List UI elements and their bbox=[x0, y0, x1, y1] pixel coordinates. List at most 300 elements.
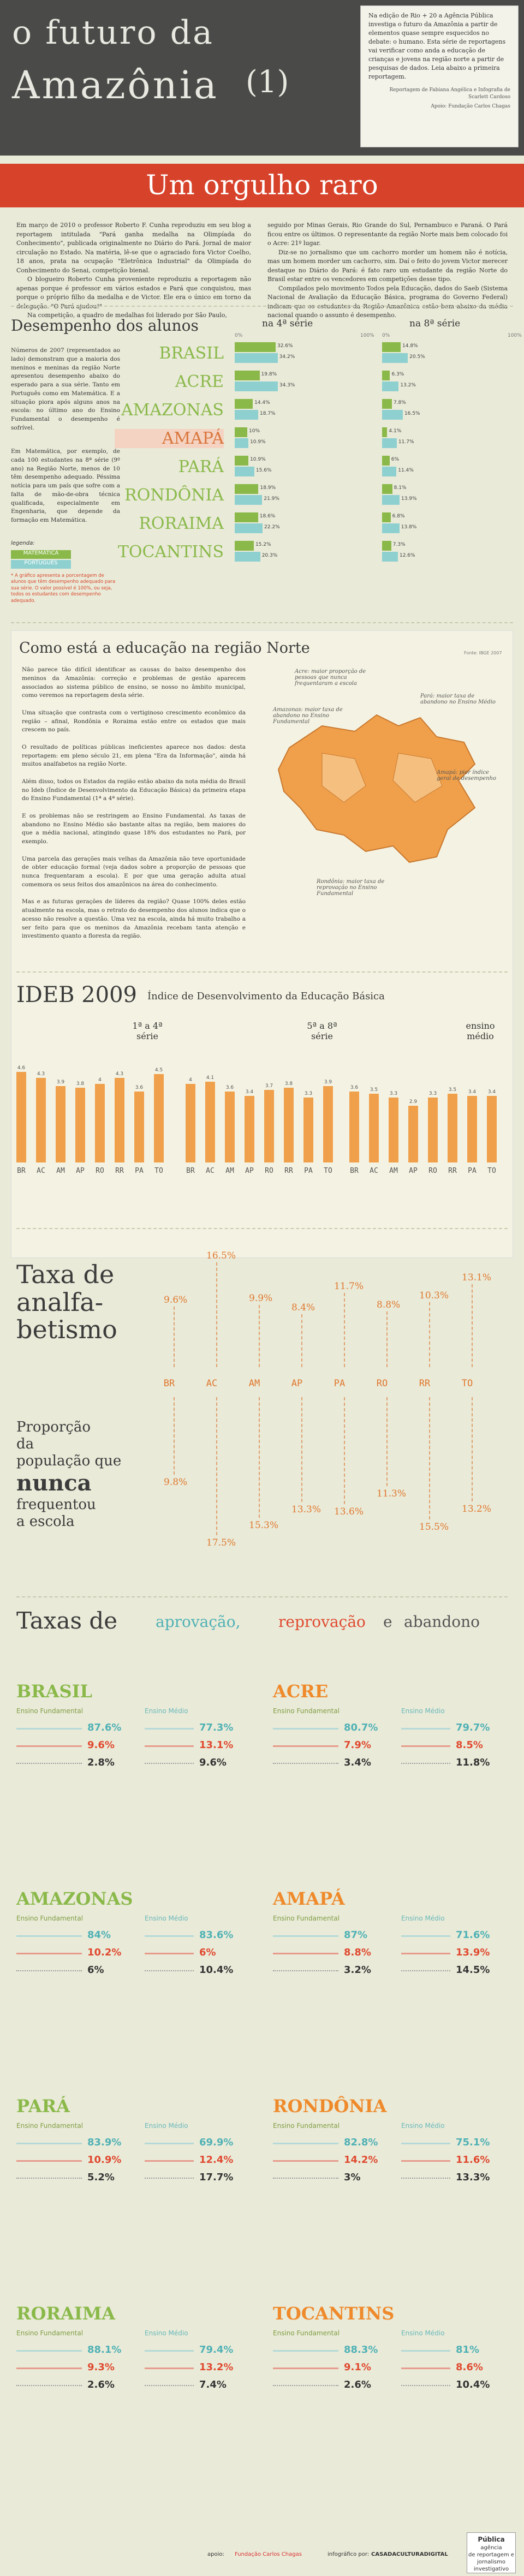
ideb-bar bbox=[284, 1088, 294, 1162]
nunca-t4: nunca bbox=[16, 1470, 92, 1496]
pub-3: de reportagem e bbox=[468, 2551, 514, 2558]
ideb-value: 4.1 bbox=[206, 1075, 215, 1081]
bar-portugues bbox=[235, 353, 278, 363]
label-matematica: 10.9% bbox=[250, 457, 266, 462]
ideb-value: 3.8 bbox=[76, 1081, 85, 1087]
rate-value: 81% bbox=[456, 2344, 480, 2356]
state-name: ACRE bbox=[273, 1681, 329, 1702]
ideb-value: 3.4 bbox=[468, 1089, 477, 1095]
banner bbox=[0, 164, 524, 207]
label-portugues: 20.3% bbox=[261, 553, 278, 558]
rate-value: 3.2% bbox=[344, 1964, 371, 1976]
rate-value: 10.4% bbox=[456, 2379, 490, 2390]
label-portugues: 20.5% bbox=[409, 354, 425, 360]
label-medio: Ensino Médio bbox=[145, 2329, 188, 2337]
bar-portugues bbox=[382, 410, 403, 420]
rate-line bbox=[145, 1728, 194, 1730]
taxas-grid bbox=[0, 1681, 524, 2516]
footer-fcc: Fundação Carlos Chagas bbox=[235, 2551, 302, 2557]
state-box bbox=[16, 2096, 265, 2216]
legend-matematica: MATEMÁTICA bbox=[11, 550, 71, 559]
tick-100-b: 100% bbox=[508, 333, 522, 338]
rate-line bbox=[145, 1745, 194, 1747]
states-row bbox=[0, 1375, 524, 1397]
credit-apoio: Apoio: Fundação Carlos Chagas bbox=[431, 103, 510, 109]
state-name: AMAPÁ bbox=[273, 1888, 345, 1909]
label-matematica: 8.1% bbox=[394, 485, 407, 491]
header-4-serie: na 4ª série bbox=[262, 318, 313, 329]
label-portugues: 12.6% bbox=[399, 553, 415, 558]
bar-portugues bbox=[382, 523, 400, 533]
article-p4: seguido por Minas Gerais, Rio Grande do Sul, Pernambuco e Paraná. O Pará ficou entre os últimos. O representante da região Norte mais bem colocado foi o Acre: 21º lugar. bbox=[267, 222, 508, 247]
rate-line bbox=[16, 2385, 82, 2386]
bar-portugues bbox=[382, 467, 396, 476]
ideb-state: AC bbox=[370, 1167, 378, 1175]
label-matematica: 7.8% bbox=[393, 400, 406, 406]
rate-line bbox=[273, 1935, 338, 1937]
label-matematica: 15.2% bbox=[255, 542, 271, 547]
ideb-state: PA bbox=[135, 1167, 144, 1175]
bar-portugues bbox=[235, 495, 262, 505]
bar-portugues bbox=[235, 381, 278, 391]
label-fundamental: Ensino Fundamental bbox=[273, 1915, 340, 1922]
ideb-bar bbox=[205, 1082, 215, 1162]
label-matematica: 7.3% bbox=[392, 542, 406, 547]
note-para: Pará: maior taxa de abandono no Ensino Médio bbox=[420, 693, 496, 705]
label-medio: Ensino Médio bbox=[145, 2122, 188, 2130]
ideb-bar bbox=[16, 1072, 26, 1162]
bar-matematica bbox=[382, 371, 390, 380]
bar-portugues bbox=[235, 410, 258, 420]
label-matematica: 14.8% bbox=[402, 343, 418, 349]
nunca-line bbox=[301, 1397, 302, 1502]
label-fundamental: Ensino Fundamental bbox=[16, 2329, 84, 2337]
rate-value: 9.3% bbox=[87, 2362, 115, 2373]
ideb-value: 4 bbox=[98, 1077, 102, 1083]
state-label: PARÁ bbox=[178, 457, 224, 476]
rate-line bbox=[401, 1953, 450, 1954]
rate-value: 13.3% bbox=[456, 2172, 490, 2183]
nunca-chart bbox=[0, 1397, 524, 1561]
ideb-state: AC bbox=[37, 1167, 45, 1175]
state-box bbox=[16, 2303, 265, 2423]
rate-value: 2.6% bbox=[344, 2379, 371, 2390]
state-abbr: AP bbox=[291, 1378, 303, 1389]
rate-line bbox=[145, 1935, 194, 1937]
footer bbox=[0, 2527, 524, 2576]
ideb-value: 3.3 bbox=[304, 1091, 313, 1097]
desempenho-chart bbox=[0, 341, 524, 570]
bar-matematica bbox=[235, 342, 276, 352]
bar-matematica bbox=[382, 427, 387, 437]
ideb-value: 3.4 bbox=[245, 1089, 254, 1095]
bar-matematica bbox=[235, 541, 254, 551]
intro-box bbox=[360, 5, 519, 147]
rate-line bbox=[273, 2385, 338, 2386]
state-name: RORAIMA bbox=[16, 2303, 116, 2324]
label-medio: Ensino Médio bbox=[401, 1915, 445, 1922]
pub-5: investigativo bbox=[473, 2566, 509, 2572]
state-box bbox=[273, 1681, 521, 1801]
ideb-state: AP bbox=[76, 1167, 85, 1175]
taxas-aprovacao: aprovação, bbox=[156, 1613, 241, 1631]
rate-value: 6% bbox=[199, 1947, 216, 1958]
rate-value: 3.4% bbox=[344, 1757, 371, 1768]
state-abbr: PA bbox=[334, 1378, 346, 1389]
rate-value: 10.9% bbox=[87, 2154, 122, 2166]
ideb-state: AP bbox=[409, 1167, 418, 1175]
rate-value: 9.1% bbox=[344, 2362, 371, 2373]
nunca-t1: Proporção bbox=[16, 1419, 91, 1435]
ideb-state: AP bbox=[245, 1167, 254, 1175]
norte-fonte: Fonte: IBGE 2007 bbox=[464, 651, 502, 655]
rate-line bbox=[273, 1728, 338, 1730]
ideb-state: AM bbox=[389, 1167, 398, 1175]
ideb-value: 3.7 bbox=[265, 1083, 273, 1089]
title-line-2: Amazônia bbox=[12, 63, 219, 108]
nunca-value: 9.8% bbox=[164, 1476, 188, 1488]
ideb-bar bbox=[487, 1096, 497, 1162]
state-box bbox=[273, 2303, 521, 2423]
rate-value: 2.8% bbox=[87, 1757, 115, 1768]
series-number: (1) bbox=[246, 64, 289, 100]
publica-logo bbox=[467, 2532, 516, 2573]
ideb-state: RR bbox=[115, 1167, 124, 1175]
footer-apoio: apoio: bbox=[207, 2551, 224, 2557]
rate-value: 13.9% bbox=[456, 1947, 490, 1958]
norte-p1: Não parece tão difícil identificar as causas do baixo desempenho dos meninos da Amazônia: correção e problemas de gestão aparecem associados ao sistema público de ensino, se nosso no âmbito municipal, como veremos na reportagem desta série. bbox=[22, 666, 246, 699]
note-amazonas: Amazonas: maior taxa de abandono no Ensino Fundamental bbox=[273, 707, 343, 725]
ideb-value: 3.3 bbox=[428, 1091, 437, 1097]
label-portugues: 18.7% bbox=[260, 411, 276, 416]
rate-value: 3% bbox=[344, 2172, 361, 2183]
analf-t1: Taxa de bbox=[16, 1260, 115, 1289]
ideb-group-2: 5ª a 8ª série bbox=[307, 1021, 337, 1041]
ideb-state: TO bbox=[154, 1167, 163, 1175]
ideb-bar bbox=[448, 1094, 457, 1162]
bar-portugues bbox=[235, 438, 248, 448]
label-medio: Ensino Médio bbox=[401, 2329, 445, 2337]
bar-portugues bbox=[382, 438, 397, 448]
rate-value: 87.6% bbox=[87, 1722, 122, 1733]
rate-line bbox=[401, 1763, 450, 1764]
rate-value: 69.9% bbox=[199, 2137, 234, 2148]
analf-line bbox=[259, 1305, 260, 1367]
nunca-line bbox=[472, 1397, 473, 1501]
rate-line bbox=[16, 2350, 82, 2352]
rate-value: 14.2% bbox=[344, 2154, 378, 2166]
ideb-bar bbox=[369, 1094, 379, 1162]
note-acre: Acre: maior proporção de pessoas que nunca frequentaram a escola bbox=[295, 669, 366, 687]
ideb-bar bbox=[186, 1084, 195, 1162]
bar-portugues bbox=[235, 552, 260, 562]
article-p1: Em março de 2010 o professor Roberto F. Cunha reproduziu em seu blog a reportagem intitulada "Pará ganha medalha na Olimpíada do Conhecimento", publicada originalmente no Diário do Pará. Jornal de maior circulação no Estado. Na matéria, lê-se que o agraciado fora Victor Coelho, 18 anos, prata na ocupação "Eletrônica Industrial" da Olimpíada do Conhecimento do Senai, competição bienal. bbox=[16, 222, 251, 274]
label-portugues: 13.8% bbox=[401, 524, 417, 530]
ideb-bar bbox=[36, 1078, 46, 1162]
ideb-value: 3.6 bbox=[135, 1085, 144, 1091]
state-box bbox=[273, 2096, 521, 2216]
norte-p6: Uma parcela das gerações mais velhas da Amazônia não teve oportunidade de obter educação formal (veja dados sobre a proporção de pessoas que nunca frequentaram a escola). E por que uma geração adulta atual comemora os seus feitos dos amazônicos na área do conhecimento. bbox=[22, 855, 246, 888]
rate-line bbox=[145, 2143, 194, 2144]
analf-line bbox=[429, 1302, 430, 1367]
label-matematica: 6.8% bbox=[392, 514, 405, 519]
ideb-value: 4.3 bbox=[37, 1071, 45, 1077]
norte-title: Como está a educação na região Norte bbox=[19, 640, 310, 657]
ideb-bar bbox=[134, 1092, 144, 1162]
nunca-t5: frequentou bbox=[16, 1496, 96, 1513]
label-medio: Ensino Médio bbox=[401, 2122, 445, 2130]
rate-value: 8.6% bbox=[456, 2362, 483, 2373]
ideb-group-1: 1ª a 4ª série bbox=[132, 1021, 163, 1041]
ideb-bar bbox=[389, 1098, 398, 1162]
ideb-value: 3.3 bbox=[389, 1091, 398, 1097]
state-abbr: RR bbox=[419, 1378, 431, 1389]
nunca-line bbox=[174, 1397, 175, 1475]
label-fundamental: Ensino Fundamental bbox=[273, 2122, 340, 2130]
label-fundamental: Ensino Fundamental bbox=[16, 1915, 84, 1922]
state-abbr: AC bbox=[206, 1378, 218, 1389]
rate-value: 17.7% bbox=[199, 2172, 234, 2183]
ideb-state: RR bbox=[448, 1167, 457, 1175]
taxas-title: Taxas de bbox=[16, 1607, 118, 1634]
state-label: TOCANTINS bbox=[117, 542, 224, 562]
rate-value: 8.8% bbox=[344, 1947, 371, 1958]
rate-line bbox=[16, 2178, 82, 2179]
rate-line bbox=[401, 2385, 450, 2386]
rate-value: 75.1% bbox=[456, 2137, 490, 2148]
rate-value: 10.2% bbox=[87, 1947, 122, 1958]
rate-line bbox=[145, 1953, 194, 1954]
ideb-value: 4.3 bbox=[115, 1071, 124, 1077]
label-portugues: 15.6% bbox=[255, 468, 272, 473]
nunca-value: 13.6% bbox=[334, 1506, 364, 1518]
rate-value: 84% bbox=[87, 1929, 111, 1941]
rate-line bbox=[273, 2143, 338, 2144]
taxas-e: e bbox=[383, 1613, 392, 1631]
legend-portugues: PORTUGUÊS bbox=[11, 560, 71, 569]
nunca-line bbox=[429, 1397, 430, 1519]
legend-label: legenda: bbox=[11, 540, 35, 546]
ideb-value: 3.5 bbox=[370, 1087, 378, 1093]
state-name: AMAZONAS bbox=[16, 1888, 133, 1909]
bar-matematica bbox=[382, 512, 391, 522]
state-abbr: BR bbox=[163, 1378, 175, 1389]
rate-line bbox=[273, 2178, 338, 2179]
label-fundamental: Ensino Fundamental bbox=[16, 2122, 84, 2130]
article-p6: Compilados pelo movimento Todos pela Educação, dados do Saeb (Sistema Nacional de Avaliação da Educação Básica, programa do Governo Federal) indicam que os estudantes da Região Amazônica estão bem abaixo da média nacional quando o assunto é desempenho. bbox=[267, 284, 508, 319]
label-matematica: 19.8% bbox=[261, 372, 277, 377]
divider bbox=[16, 971, 508, 973]
norte-p7: Mas e as futuras gerações de líderes da região? Quase 100% deles estão atualmente na escola, mas o retrato do desempenho dos alunos indica que o acesso não resolve a questão. Uma vez na escola, ainda há muito trabalho a ser feito para que os meninos da Amazônia recebam tanta atenção e investimento quanto a floresta da região. bbox=[22, 898, 246, 940]
ideb-state: RO bbox=[96, 1167, 104, 1175]
state-name: TOCANTINS bbox=[273, 2303, 395, 2324]
article-p2: O blogueiro Roberto Cunha proveniente reproduziu a reportagem não apenas porque é professor em vários estados e Pará que conquistou, mas porque o próprio filho da medalha e de Victor. Ele era o único em torno da delegação. "O Pará ajudou!" bbox=[16, 276, 251, 310]
state-label: ACRE bbox=[175, 372, 224, 391]
rate-line bbox=[145, 1763, 194, 1764]
analf-value: 9.6% bbox=[164, 1295, 188, 1306]
norte-p4: Além disso, todos os Estados da região estão abaixo da nota média do Brasil no Ideb (Índice de Desenvolvimento da Educação Básica) da primeira etapa do Ensino Fundamental (1ª a 4ª série). bbox=[22, 778, 246, 802]
rate-value: 11.8% bbox=[456, 1757, 490, 1768]
state-label: AMAZONAS bbox=[121, 401, 224, 420]
state-name: BRASIL bbox=[16, 1681, 93, 1702]
ideb-title: IDEB 2009 bbox=[16, 982, 137, 1007]
header-8-serie: na 8ª série bbox=[409, 318, 461, 329]
rate-value: 71.6% bbox=[456, 1929, 490, 1941]
rate-value: 12.4% bbox=[199, 2154, 234, 2166]
rate-line bbox=[401, 2160, 450, 2162]
ideb-value: 3.4 bbox=[487, 1089, 496, 1095]
label-portugues: 10.9% bbox=[250, 439, 266, 445]
rate-line bbox=[16, 2368, 82, 2369]
ideb-bar bbox=[95, 1084, 105, 1162]
nunca-t2: da bbox=[16, 1436, 34, 1453]
rate-line bbox=[273, 2350, 338, 2352]
ideb-state: RO bbox=[428, 1167, 437, 1175]
rate-value: 7.4% bbox=[199, 2379, 227, 2390]
ideb-group-3: ensino médio bbox=[466, 1021, 495, 1041]
divider bbox=[11, 306, 513, 307]
rate-value: 83.9% bbox=[87, 2137, 122, 2148]
label-portugues: 11.7% bbox=[398, 439, 414, 445]
ideb-state: AM bbox=[56, 1167, 65, 1175]
rate-line bbox=[401, 2178, 450, 2179]
bar-matematica bbox=[382, 342, 401, 352]
rate-line bbox=[16, 2143, 82, 2144]
norte-p2: Uma situação que contrasta com o vertiginoso crescimento econômico da região – afinal, Rondônia e Roraima estão entre os estados que mais crescem no país. bbox=[22, 709, 246, 734]
ideb-subtitle: Índice de Desenvolvimento da Educação Básica bbox=[147, 991, 385, 1002]
ideb-state: PA bbox=[468, 1167, 477, 1175]
rate-value: 87% bbox=[344, 1929, 368, 1941]
rate-value: 11.6% bbox=[456, 2154, 490, 2166]
analf-line bbox=[472, 1284, 473, 1367]
tick-0-a: 0% bbox=[235, 333, 243, 338]
analf-line bbox=[344, 1293, 345, 1367]
map-notes bbox=[257, 666, 508, 928]
nunca-value: 17.5% bbox=[206, 1537, 236, 1548]
ideb-bar bbox=[428, 1098, 438, 1162]
nunca-value: 15.3% bbox=[249, 1520, 279, 1531]
bar-matematica bbox=[382, 399, 392, 409]
analf-chart bbox=[0, 1236, 524, 1367]
ideb-bar bbox=[467, 1096, 477, 1162]
ideb-bar bbox=[154, 1074, 164, 1162]
ideb-value: 3.8 bbox=[284, 1081, 293, 1087]
analf-value: 8.8% bbox=[377, 1299, 401, 1311]
analf-value: 9.9% bbox=[249, 1292, 273, 1304]
label-portugues: 34.2% bbox=[279, 354, 295, 360]
label-portugues: 13.9% bbox=[401, 496, 417, 502]
ideb-bar bbox=[75, 1088, 85, 1162]
ideb-state: TO bbox=[324, 1167, 332, 1175]
state-abbr: TO bbox=[461, 1378, 473, 1389]
label-fundamental: Ensino Fundamental bbox=[273, 1707, 340, 1715]
ideb-state: RO bbox=[265, 1167, 273, 1175]
rate-line bbox=[145, 1970, 194, 1971]
pub-4: jornalismo bbox=[477, 2559, 505, 2565]
nunca-value: 13.3% bbox=[291, 1504, 321, 1516]
label-matematica: 14.4% bbox=[254, 400, 270, 406]
ideb-state: TO bbox=[487, 1167, 496, 1175]
rate-value: 6% bbox=[87, 1964, 104, 1976]
analf-t3: betismo bbox=[16, 1315, 117, 1345]
ideb-value: 4.6 bbox=[17, 1065, 26, 1071]
state-name: RONDÔNIA bbox=[273, 2096, 387, 2116]
note-rondonia: Rondônia: maior taxa de reprovação no Ensino Fundamental bbox=[317, 879, 385, 897]
label-portugues: 13.2% bbox=[400, 383, 416, 388]
ideb-value: 3.6 bbox=[350, 1085, 359, 1091]
rate-line bbox=[401, 1745, 450, 1747]
ideb-bar bbox=[408, 1106, 418, 1162]
analf-value: 13.1% bbox=[462, 1272, 492, 1283]
bar-matematica bbox=[235, 427, 247, 437]
rate-value: 79.7% bbox=[456, 1722, 490, 1733]
pub-2: agência bbox=[480, 2544, 502, 2551]
rate-value: 13.1% bbox=[199, 1739, 234, 1751]
title-line-1: o futuro da bbox=[12, 14, 214, 52]
article-p5: Diz-se no jornalismo que um cachorro morder um homem não é notícia, mas um homem morder um cachorro, sim. Daí o feito do jovem Victor merecer destaque no Diário do Pará: é fato raro um estudante da região Norte do Brasil estar entre os vencedores em competições desse tipo. bbox=[267, 248, 508, 283]
label-portugues: 21.9% bbox=[264, 496, 279, 502]
analf-line bbox=[174, 1307, 175, 1367]
rate-value: 13.2% bbox=[199, 2362, 234, 2373]
ideb-bar bbox=[115, 1078, 124, 1162]
rate-line bbox=[16, 1745, 82, 1747]
credit-reportagem: Reportagem de Fabiana Angélica e Infografia de Scarlett Cardoso bbox=[389, 87, 510, 100]
taxas-reprovacao: reprovação bbox=[278, 1613, 366, 1631]
nunca-value: 13.2% bbox=[462, 1503, 492, 1514]
label-matematica: 6% bbox=[391, 457, 400, 462]
label-matematica: 4.1% bbox=[389, 428, 402, 434]
rate-line bbox=[16, 1953, 82, 1954]
rate-line bbox=[145, 2385, 194, 2386]
article-p3: Na competição, a quadro de medalhas foi liderado por São Paulo, bbox=[27, 312, 227, 319]
label-matematica: 18.6% bbox=[259, 514, 276, 519]
bar-matematica bbox=[382, 456, 390, 466]
rate-line bbox=[401, 2368, 450, 2369]
desempenho-text-2: Em Matemática, por exemplo, de cada 100 estudantes na 8ª série (9º ano) na Região Norte, menos de 10 têm desempenho adequado. Péssima notícia para um país que sofre com a falta de mão-de-obra técnica qualificada, especialmente em Engenharia, que depende da formação em Matemática. bbox=[11, 448, 120, 523]
rate-value: 9.6% bbox=[199, 1757, 227, 1768]
nunca-line bbox=[344, 1397, 345, 1504]
state-name: PARÁ bbox=[16, 2096, 70, 2116]
norte-text bbox=[22, 666, 246, 941]
footer-info: infográfico por: bbox=[327, 2551, 370, 2557]
nunca-line bbox=[386, 1397, 388, 1486]
rate-line bbox=[401, 1970, 450, 1971]
rate-value: 88.3% bbox=[344, 2344, 378, 2356]
label-medio: Ensino Médio bbox=[145, 1915, 188, 1922]
header bbox=[0, 0, 524, 156]
rate-line bbox=[145, 2368, 194, 2369]
rate-line bbox=[273, 2160, 338, 2162]
rate-line bbox=[145, 2160, 194, 2162]
rate-line bbox=[16, 2160, 82, 2162]
ideb-bar bbox=[349, 1092, 359, 1162]
ideb-bar bbox=[264, 1090, 274, 1162]
rate-value: 7.9% bbox=[344, 1739, 371, 1751]
state-abbr: RO bbox=[376, 1378, 388, 1389]
rate-value: 2.6% bbox=[87, 2379, 115, 2390]
tick-100-a: 100% bbox=[360, 333, 374, 338]
ideb-bar bbox=[225, 1092, 235, 1162]
ideb-value: 3.9 bbox=[324, 1079, 332, 1085]
analf-value: 8.4% bbox=[291, 1302, 315, 1314]
ideb-state: AC bbox=[206, 1167, 215, 1175]
desempenho-note: * A gráfico apresenta a porcentagem de alunos que têm desempenho adequado para sua série. O valor possível é 100%, ou seja, todos os estudantes com desempenho adequado. bbox=[11, 573, 116, 604]
ideb-bar bbox=[245, 1096, 254, 1162]
label-matematica: 10% bbox=[249, 428, 260, 434]
ideb-value: 3.5 bbox=[448, 1087, 457, 1093]
ideb-chart bbox=[0, 1059, 524, 1179]
rate-line bbox=[273, 1953, 338, 1954]
